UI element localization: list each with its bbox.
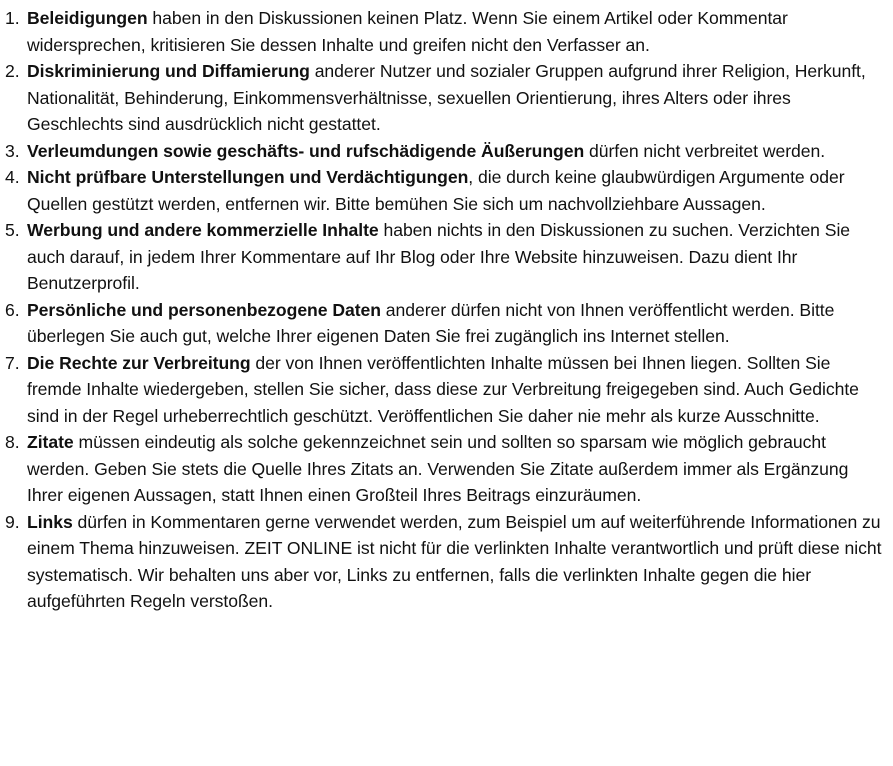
rule-item-8	[0, 429, 893, 509]
rule-text: , die durch keine glaubwürdigen Argumente oder Quellen gestützt werden, entfernen wir. Bitte bemühen Sie sich um nachvollziehbare Aussagen.	[27, 167, 845, 214]
rule-term: Zitate	[27, 432, 74, 452]
rule-item-1	[0, 5, 893, 58]
rule-item-2	[0, 58, 893, 138]
rule-text: haben nichts in den Diskussionen zu suchen. Verzichten Sie auch darauf, in jedem Ihrer Kommentare auf Ihr Blog oder Ihre Website hinzuweisen. Dazu dient Ihr Benutzerprofil.	[27, 220, 851, 293]
rule-item-4	[0, 164, 893, 217]
rule-number: 8.	[5, 432, 20, 452]
rule-term: Diskriminierung und Diffamierung	[27, 61, 310, 81]
rule-item-5	[0, 217, 893, 297]
rule-number: 5.	[5, 220, 20, 240]
rule-item-6	[0, 297, 893, 350]
rule-term: Die Rechte zur Verbreitung	[27, 352, 251, 373]
rule-text: anderer dürfen nicht von Ihnen veröffentlicht werden. Bitte überlegen Sie auch gut, welche Ihrer eigenen Daten Sie frei zugänglich ins Internet stellen.	[27, 299, 835, 346]
rule-number: 4.	[5, 167, 20, 187]
rule-item-9	[0, 509, 893, 615]
rule-number: 3.	[5, 140, 20, 161]
rule-number: 2.	[5, 61, 20, 81]
rule-text: dürfen in Kommentaren gerne verwendet werden, zum Beispiel um auf weiterführende Informationen zu einem Thema hinzuweisen. ZEIT ONLINE ist nicht für die verlinkten Inhalte verantwortlich und prüft diese nicht systematisch. Wir behalten uns aber vor, Links zu entfernen, falls die verlinkten Inhalte gegen die hier aufgeführten Regeln verstoßen.	[27, 511, 882, 611]
rule-term: Beleidigungen	[27, 8, 148, 28]
rule-term: Verleumdungen sowie geschäfts- und rufschädigende Äußerungen	[27, 140, 585, 161]
rule-number: 6.	[5, 299, 20, 320]
rule-text: anderer Nutzer und sozialer Gruppen aufgrund ihrer Religion, Herkunft, Nationalität, Behinderung, Einkommensverhältnisse, sexuellen Orientierung, ihres Alters oder ihres Geschlechts sind ausdrücklich nicht gestattet.	[27, 61, 866, 134]
rule-text: dürfen nicht verbreitet werden.	[584, 140, 826, 161]
rule-number: 1.	[5, 8, 20, 28]
rule-number: 7.	[5, 352, 20, 373]
rule-term: Links	[27, 511, 73, 532]
rule-text: der von Ihnen veröffentlichten Inhalte müssen bei Ihnen liegen. Sollten Sie fremde Inhalte wiedergeben, stellen Sie sicher, dass diese zur Verbreitung freigegeben sind. Auch Gedichte sind in der Regel urheberrechtlich geschützt. Veröffentlichen Sie daher nie mehr als kurze Ausschnitte.	[27, 352, 859, 426]
rule-text: haben in den Diskussionen keinen Platz. Wenn Sie einem Artikel oder Kommentar widersprechen, kritisieren Sie dessen Inhalte und greifen nicht den Verfasser an.	[27, 8, 788, 55]
rule-text: müssen eindeutig als solche gekennzeichnet sein und sollten so sparsam wie möglich gebraucht werden. Geben Sie stets die Quelle Ihres Zitats an. Verwenden Sie Zitate außerdem immer als Ergänzung Ihrer eigenen Aussagen, statt Ihnen einen Großteil Ihres Beitrags einzuräumen.	[27, 432, 849, 505]
rule-term: Nicht prüfbare Unterstellungen und Verdächtigungen	[27, 167, 469, 187]
rule-item-3	[0, 138, 893, 165]
rule-number: 9.	[5, 511, 20, 532]
rule-term: Persönliche und personenbezogene Daten	[27, 299, 381, 320]
rule-item-7	[0, 350, 893, 430]
rule-term: Werbung und andere kommerzielle Inhalte	[27, 220, 379, 240]
